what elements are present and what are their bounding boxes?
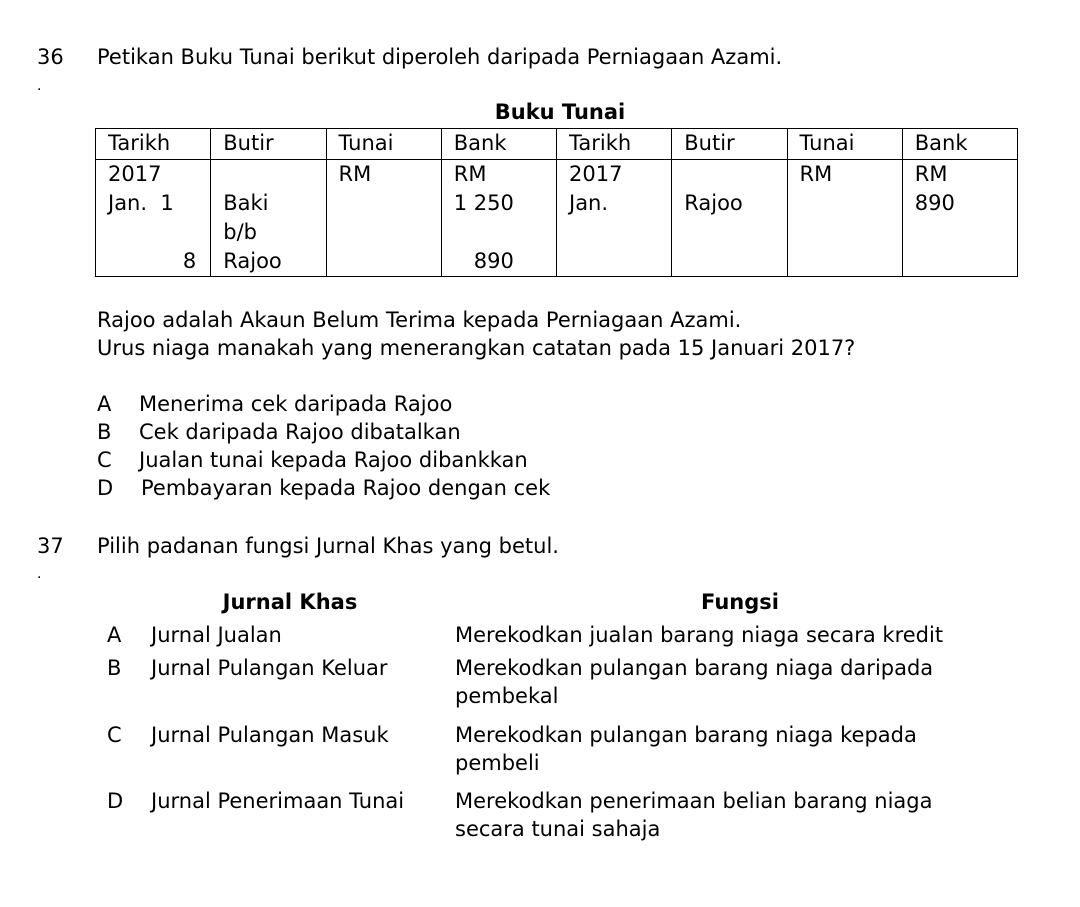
table-cell: 8 — [96, 247, 211, 277]
table-cell: RM — [441, 160, 556, 190]
function-text: Merekodkan pulangan barang niaga daripada — [455, 656, 934, 680]
function-text: Merekodkan pulangan barang niaga kepada — [455, 723, 917, 747]
table-cell — [211, 160, 326, 190]
table-title: Buku Tunai — [494, 100, 626, 124]
option-b[interactable] — [97, 420, 461, 444]
table-cell — [902, 247, 1017, 277]
dot-mark: . — [37, 566, 42, 582]
info-text: Rajoo adalah Akaun Belum Terima kepada Perniagaan Azami. — [97, 308, 742, 332]
question-37-number: 37 — [37, 534, 64, 558]
table-cell — [787, 218, 902, 247]
option-c[interactable] — [97, 448, 528, 472]
option-text: Menerima cek daripada Rajoo — [139, 392, 453, 416]
option-text: Cek daripada Rajoo dibatalkan — [139, 420, 461, 444]
header-cell: Tarikh — [557, 129, 672, 160]
table-cell — [326, 247, 441, 277]
header-cell: Bank — [902, 129, 1017, 160]
function-text: Merekodkan penerimaan belian barang niaga — [455, 789, 933, 813]
header-cell: Tunai — [787, 129, 902, 160]
table-cell — [902, 218, 1017, 247]
table-cell: 2017 — [96, 160, 211, 190]
table-cell: RM — [787, 160, 902, 190]
option-d[interactable] — [97, 476, 550, 500]
table-cell: RM — [902, 160, 1017, 190]
option-letter: A — [97, 392, 112, 416]
table-cell — [557, 247, 672, 277]
header-cell: Bank — [441, 129, 556, 160]
table-cell: RM — [326, 160, 441, 190]
option-letter[interactable]: B — [107, 656, 122, 680]
table-row — [96, 247, 1018, 277]
journal-name: Jurnal Jualan — [151, 623, 282, 647]
header-cell: Tarikh — [96, 129, 211, 160]
journal-name: Jurnal Pulangan Keluar — [151, 656, 388, 680]
table-cell: Rajoo — [211, 247, 326, 277]
table-row — [96, 189, 1018, 218]
option-text: Jualan tunai kepada Rajoo dibankkan — [139, 448, 528, 472]
question-text: Urus niaga manakah yang menerangkan catatan pada 15 Januari 2017? — [97, 336, 856, 360]
option-letter: C — [97, 448, 112, 472]
table-header-row — [96, 129, 1018, 160]
question-36-number: 36 — [37, 45, 64, 69]
table-cell: Jan. — [557, 189, 672, 218]
journal-name: Jurnal Pulangan Masuk — [151, 723, 389, 747]
table-cell: 890 — [441, 247, 556, 277]
column-header-journal: Jurnal Khas — [222, 590, 358, 614]
column-header-function: Fungsi — [701, 590, 779, 614]
function-text: pembekal — [455, 684, 559, 708]
table-cell — [96, 218, 211, 247]
option-a[interactable] — [97, 392, 452, 416]
table-cell: Jan. 1 — [96, 189, 211, 218]
table-cell: b/b — [211, 218, 326, 247]
table-cell: Baki — [211, 189, 326, 218]
function-text: pembeli — [455, 751, 540, 775]
question-37-stem: Pilih padanan fungsi Jurnal Khas yang betul. — [97, 534, 559, 558]
table-cell — [787, 247, 902, 277]
table-cell — [672, 160, 787, 190]
header-cell: Butir — [672, 129, 787, 160]
table-cell: 2017 — [557, 160, 672, 190]
option-letter[interactable]: D — [107, 789, 124, 813]
table-cell — [787, 189, 902, 218]
table-cell — [326, 218, 441, 247]
header-cell: Butir — [211, 129, 326, 160]
table-cell — [672, 218, 787, 247]
option-letter[interactable]: A — [107, 623, 122, 647]
cash-book-table — [95, 128, 1018, 277]
table-cell — [441, 218, 556, 247]
table-cell: Rajoo — [672, 189, 787, 218]
journal-name: Jurnal Penerimaan Tunai — [151, 789, 405, 813]
option-letter: D — [97, 476, 114, 500]
function-text: Merekodkan jualan barang niaga secara kredit — [455, 623, 944, 647]
header-cell: Tunai — [326, 129, 441, 160]
question-36-stem: Petikan Buku Tunai berikut diperoleh daripada Perniagaan Azami. — [97, 45, 783, 69]
table-cell: 1 250 — [441, 189, 556, 218]
table-row — [96, 218, 1018, 247]
option-letter: B — [97, 420, 112, 444]
table-row — [96, 160, 1018, 190]
dot-mark: . — [37, 78, 42, 94]
option-letter[interactable]: C — [107, 723, 122, 747]
function-text: secara tunai sahaja — [455, 817, 661, 841]
table-cell — [557, 218, 672, 247]
table-cell — [326, 189, 441, 218]
table-cell — [672, 247, 787, 277]
table-cell: 890 — [902, 189, 1017, 218]
option-text: Pembayaran kepada Rajoo dengan cek — [141, 476, 551, 500]
